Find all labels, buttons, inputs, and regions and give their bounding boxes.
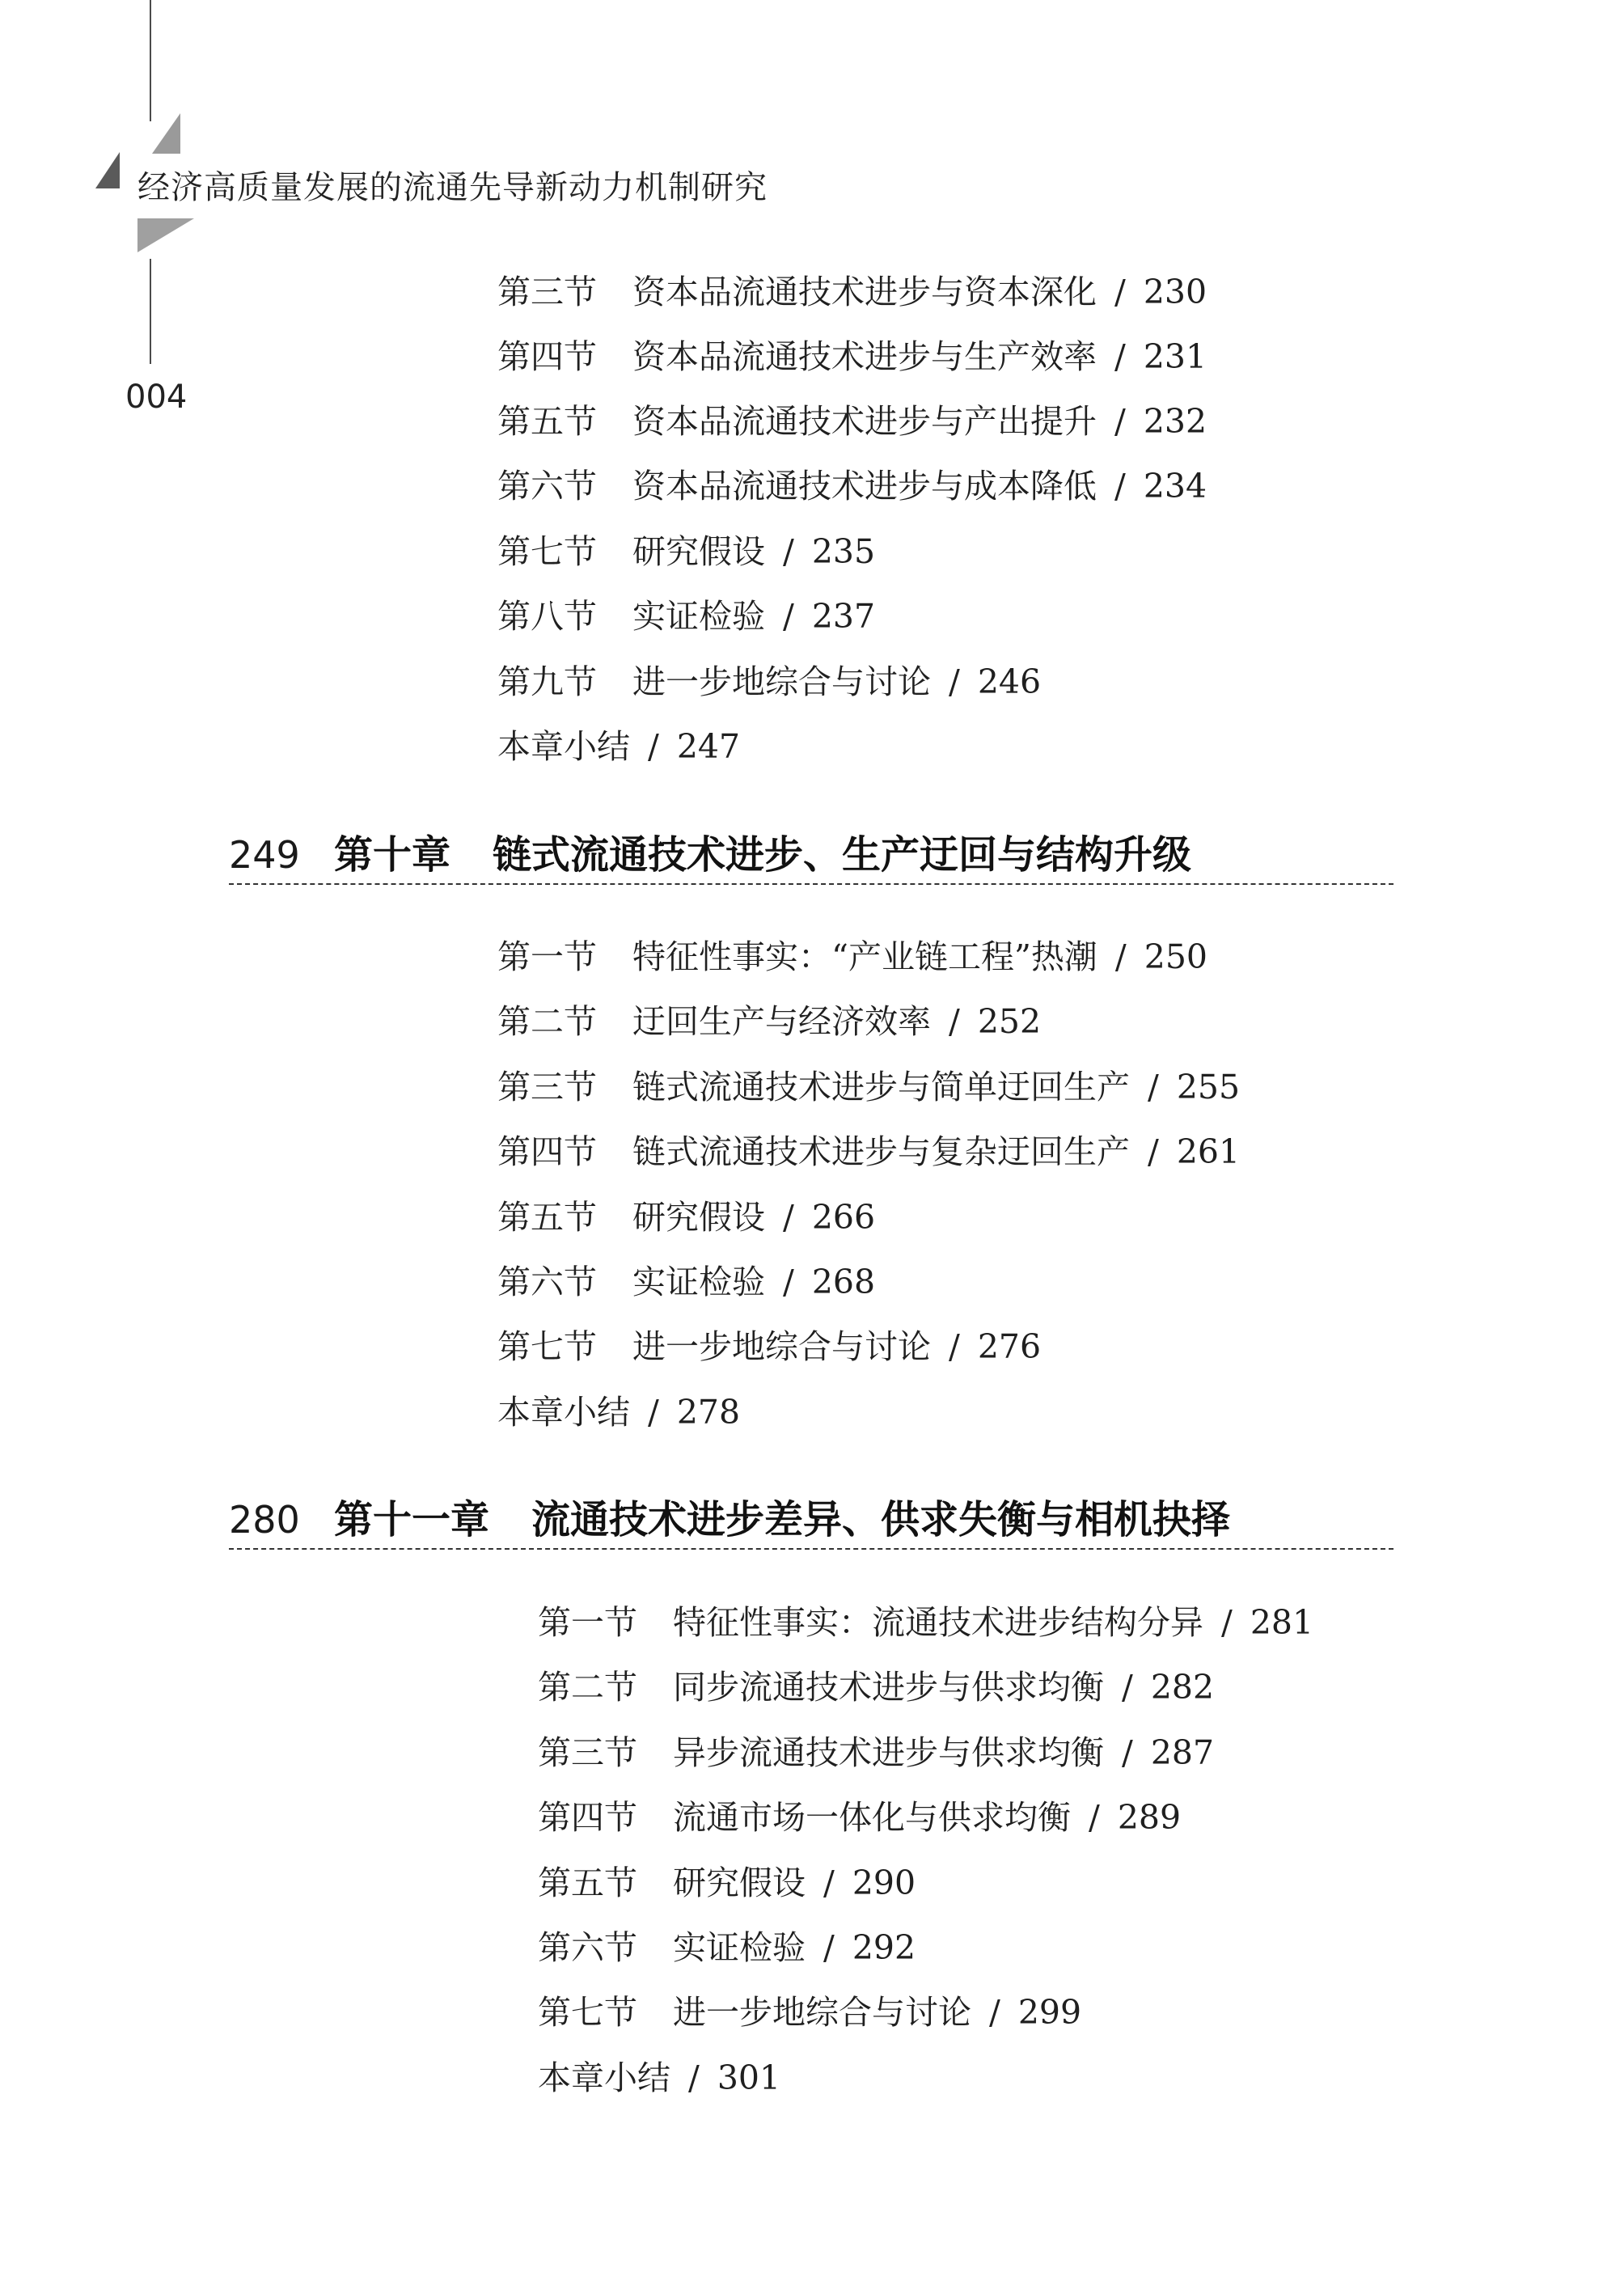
toc-entry[interactable] bbox=[497, 930, 1207, 978]
margin-rule-top bbox=[150, 0, 151, 121]
section-page: 237 bbox=[811, 597, 876, 636]
section-number: 第九节 bbox=[497, 662, 597, 701]
separator-slash: / bbox=[783, 1198, 794, 1237]
section-number: 第六节 bbox=[497, 1263, 597, 1301]
toc-entry-summary[interactable] bbox=[497, 720, 740, 768]
section-title: 异步流通技术进步与供求均衡 bbox=[673, 1733, 1104, 1772]
chapter-heading-11[interactable] bbox=[229, 1488, 1394, 1544]
section-title: 资本品流通技术进步与生产效率 bbox=[632, 337, 1097, 376]
section-page: 247 bbox=[676, 727, 741, 766]
toc-entry[interactable] bbox=[538, 1986, 1081, 2033]
toc-entry[interactable] bbox=[538, 1921, 916, 1969]
toc-entry[interactable] bbox=[497, 459, 1207, 507]
section-page: 250 bbox=[1144, 937, 1208, 976]
toc-entry[interactable] bbox=[497, 525, 875, 573]
separator-slash: / bbox=[949, 1327, 960, 1366]
section-number: 第七节 bbox=[497, 532, 597, 571]
toc-entry[interactable] bbox=[497, 330, 1207, 378]
section-title: 本章小结 bbox=[497, 727, 630, 766]
toc-entry[interactable] bbox=[538, 1661, 1214, 1708]
section-number: 第二节 bbox=[497, 1002, 597, 1041]
section-number: 第三节 bbox=[497, 1068, 597, 1106]
separator-slash: / bbox=[1148, 1068, 1159, 1106]
toc-entry[interactable] bbox=[497, 590, 875, 637]
section-title: 进一步地综合与讨论 bbox=[673, 1993, 971, 2032]
section-number: 第五节 bbox=[538, 1864, 637, 1902]
section-number: 第四节 bbox=[497, 337, 597, 376]
separator-slash: / bbox=[783, 1263, 794, 1301]
separator-slash: / bbox=[1114, 337, 1126, 376]
section-page: 234 bbox=[1143, 467, 1207, 506]
chapter-number: 第十一章 bbox=[334, 1497, 490, 1542]
section-number: 第八节 bbox=[497, 597, 597, 636]
toc-entry[interactable] bbox=[497, 1320, 1041, 1368]
section-page: 287 bbox=[1150, 1733, 1215, 1772]
section-number: 第一节 bbox=[497, 937, 597, 976]
section-title: 特征性事实：“产业链工程”热潮 bbox=[632, 937, 1097, 976]
toc-entry[interactable] bbox=[538, 1726, 1214, 1774]
separator-slash: / bbox=[823, 1928, 835, 1967]
separator-slash: / bbox=[783, 597, 794, 636]
section-number: 第六节 bbox=[497, 467, 597, 506]
section-page: 289 bbox=[1117, 1798, 1182, 1837]
section-title: 本章小结 bbox=[497, 1393, 630, 1432]
section-page: 230 bbox=[1143, 273, 1207, 311]
toc-entry[interactable] bbox=[497, 1191, 875, 1238]
section-title: 迂回生产与经济效率 bbox=[632, 1002, 931, 1041]
section-title: 资本品流通技术进步与产出提升 bbox=[632, 402, 1097, 441]
separator-slash: / bbox=[949, 1002, 960, 1041]
toc-entry[interactable] bbox=[538, 1596, 1313, 1644]
section-title: 研究假设 bbox=[632, 532, 765, 571]
section-page: 231 bbox=[1143, 337, 1207, 376]
section-number: 第一节 bbox=[538, 1603, 637, 1642]
margin-rule-bottom bbox=[150, 259, 151, 364]
triangle-ornament-left bbox=[95, 152, 120, 188]
toc-entry[interactable] bbox=[497, 395, 1207, 442]
section-page: 268 bbox=[811, 1263, 876, 1301]
section-title: 链式流通技术进步与复杂迂回生产 bbox=[632, 1132, 1130, 1171]
section-page: 290 bbox=[852, 1864, 916, 1902]
section-title: 研究假设 bbox=[632, 1198, 765, 1237]
separator-slash: / bbox=[823, 1864, 835, 1902]
dashed-divider bbox=[229, 1548, 1394, 1550]
toc-entry[interactable] bbox=[497, 1125, 1240, 1173]
chapter-title: 链式流通技术进步、生产迂回与结构升级 bbox=[493, 832, 1192, 878]
section-page: 278 bbox=[676, 1393, 741, 1432]
toc-entry-summary[interactable] bbox=[538, 2051, 780, 2099]
triangle-ornament-upper bbox=[152, 113, 180, 154]
separator-slash: / bbox=[783, 532, 794, 571]
section-title: 特征性事实：流通技术进步结构分异 bbox=[673, 1603, 1203, 1642]
section-number: 第三节 bbox=[497, 273, 597, 311]
chapter-heading-10[interactable] bbox=[229, 823, 1394, 879]
section-page: 266 bbox=[811, 1198, 876, 1237]
separator-slash: / bbox=[688, 2058, 700, 2097]
section-page: 276 bbox=[977, 1327, 1042, 1366]
separator-slash: / bbox=[1148, 1132, 1159, 1171]
section-page: 292 bbox=[852, 1928, 916, 1967]
section-page: 235 bbox=[811, 532, 876, 571]
section-title: 资本品流通技术进步与成本降低 bbox=[632, 467, 1097, 506]
section-number: 第四节 bbox=[538, 1798, 637, 1837]
section-page: 261 bbox=[1176, 1132, 1241, 1171]
toc-entry[interactable] bbox=[497, 655, 1041, 703]
separator-slash: / bbox=[1221, 1603, 1233, 1642]
toc-entry-summary[interactable] bbox=[497, 1386, 740, 1433]
separator-slash: / bbox=[1122, 1733, 1133, 1772]
separator-slash: / bbox=[1114, 937, 1127, 976]
separator-slash: / bbox=[1114, 467, 1126, 506]
section-page: 301 bbox=[717, 2058, 781, 2097]
chapter-number: 第十章 bbox=[334, 832, 451, 878]
toc-entry[interactable] bbox=[497, 265, 1207, 313]
section-title: 实证检验 bbox=[673, 1928, 806, 1967]
separator-slash: / bbox=[1114, 273, 1126, 311]
chapter-page: 249 bbox=[229, 833, 300, 877]
section-title: 进一步地综合与讨论 bbox=[632, 1327, 931, 1366]
section-number: 第二节 bbox=[538, 1668, 637, 1707]
page-number: 004 bbox=[125, 379, 188, 416]
section-title: 实证检验 bbox=[632, 1263, 765, 1301]
separator-slash: / bbox=[949, 662, 960, 701]
section-page: 299 bbox=[1017, 1993, 1082, 2032]
section-title: 资本品流通技术进步与资本深化 bbox=[632, 273, 1097, 311]
section-number: 第六节 bbox=[538, 1928, 637, 1967]
toc-entry[interactable] bbox=[497, 1060, 1240, 1108]
section-number: 第七节 bbox=[497, 1327, 597, 1366]
dashed-divider bbox=[229, 883, 1394, 885]
separator-slash: / bbox=[1089, 1798, 1100, 1837]
chapter-page: 280 bbox=[229, 1498, 300, 1542]
section-number: 第七节 bbox=[538, 1993, 637, 2032]
toc-entry[interactable] bbox=[497, 995, 1041, 1043]
section-number: 第五节 bbox=[497, 402, 597, 441]
running-title: 经济高质量发展的流通先导新动力机制研究 bbox=[137, 169, 768, 206]
section-page: 246 bbox=[977, 662, 1042, 701]
triangle-ornament-lower bbox=[137, 218, 194, 252]
section-page: 232 bbox=[1143, 402, 1207, 441]
toc-entry[interactable] bbox=[497, 1255, 875, 1303]
section-title: 研究假设 bbox=[673, 1864, 806, 1902]
separator-slash: / bbox=[648, 727, 659, 766]
section-number: 第三节 bbox=[538, 1733, 637, 1772]
section-page: 282 bbox=[1150, 1668, 1215, 1707]
section-title: 流通市场一体化与供求均衡 bbox=[673, 1798, 1071, 1837]
chapter-title: 流通技术进步差异、供求失衡与相机抉择 bbox=[531, 1497, 1231, 1542]
section-title: 同步流通技术进步与供求均衡 bbox=[673, 1668, 1104, 1707]
section-page: 281 bbox=[1250, 1603, 1314, 1642]
separator-slash: / bbox=[989, 1993, 1000, 2032]
separator-slash: / bbox=[1114, 402, 1126, 441]
section-title: 本章小结 bbox=[538, 2058, 670, 2097]
separator-slash: / bbox=[648, 1393, 659, 1432]
section-page: 252 bbox=[977, 1002, 1042, 1041]
toc-entry[interactable] bbox=[538, 1856, 916, 1904]
section-title: 进一步地综合与讨论 bbox=[632, 662, 931, 701]
section-number: 第四节 bbox=[497, 1132, 597, 1171]
section-number: 第五节 bbox=[497, 1198, 597, 1237]
separator-slash: / bbox=[1122, 1668, 1133, 1707]
toc-entry[interactable] bbox=[538, 1791, 1181, 1838]
section-page: 255 bbox=[1176, 1068, 1241, 1106]
section-title: 实证检验 bbox=[632, 597, 765, 636]
section-title: 链式流通技术进步与简单迂回生产 bbox=[632, 1068, 1130, 1106]
